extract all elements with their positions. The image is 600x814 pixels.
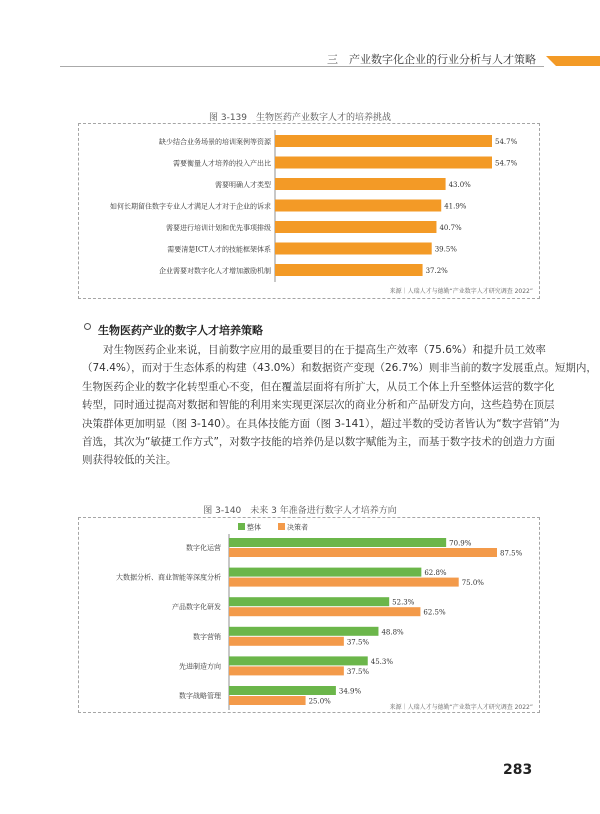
chart2-value-label: 37.5%: [346, 667, 370, 676]
chart1-category-label: 企业需要对数字化人才增加激励机制: [159, 267, 271, 275]
chart2-category-label: 数字化运营: [186, 544, 221, 552]
paragraph-line: 决策群体更加明显（图 3-140）。在具体技能方面（图 3-141），超过半数的受访者皆认为“数字营销”为: [82, 417, 560, 430]
chart2-value-label: 25.0%: [308, 697, 331, 706]
chart2-value-label: 87.5%: [500, 549, 523, 558]
chart1-category-label: 需要明确人才类型: [215, 181, 271, 189]
figure-139-source: 来源｜人瑞人才与德勤“产业数字人才研究调查 2022”: [389, 288, 533, 295]
figure-139-caption: 图 3-139 生物医药产业数字人才的培养挑战: [208, 113, 391, 123]
chart1-category-label: 如何长期留住数字专业人才满足人才对于企业的诉求: [110, 202, 271, 211]
chart1-category-label: 缺少结合业务场景的培训案例等资源: [159, 138, 271, 146]
chart1-value-label: 37.2%: [425, 267, 448, 275]
chart2-value-label: 62.8%: [424, 569, 447, 578]
chart1-category-label: 需要进行培训计划和优先事项排级: [166, 224, 271, 232]
chart2-value-label: 34.9%: [338, 687, 362, 696]
figure-140-source: 来源｜人瑞人才与德勤“产业数字人才研究调查 2022”: [389, 704, 533, 711]
chart2-value-label: 75.0%: [461, 579, 484, 588]
section-title: 生物医药产业的数字人才培养策略: [98, 324, 263, 337]
chart2-category-label: 先进制造方向: [179, 662, 221, 671]
chart2-bar-decision-maker: [229, 666, 344, 675]
chart2-bar-overall: [229, 627, 378, 636]
figure-140-frame: [78, 517, 540, 713]
chart2-bar-decision-maker: [229, 578, 459, 587]
page-number: 283: [503, 762, 533, 778]
figure-139-chart: [79, 124, 541, 300]
chart1-bar: [275, 157, 492, 169]
header-rule: [60, 66, 544, 67]
header-accent-tab: [546, 56, 600, 66]
chart2-legend-swatch: [238, 523, 245, 530]
body-paragraph: [82, 341, 597, 470]
chart2-bar-overall: [229, 686, 336, 695]
paragraph-line: （74.4%），而对于生态体系的构建（43.0%）和数据资产变现（26.7%）则非当前的数字发展重点。短期内，: [82, 362, 597, 375]
chart2-bar-overall: [229, 538, 446, 547]
chart1-bar: [275, 243, 432, 255]
chart2-bar-overall: [229, 656, 368, 665]
figure-140-caption: 图 3-140 未来 3 年准备进行数字人才培养方向: [203, 506, 397, 516]
chart2-bar-overall: [229, 568, 421, 577]
running-header: 三 产业数字化企业的行业分析与人才策略: [327, 53, 536, 66]
chart2-bar-decision-maker: [229, 637, 344, 646]
chart2-bar-decision-maker: [229, 696, 306, 705]
chart2-category-label: 数字战略管理: [179, 692, 221, 700]
chart2-value-label: 70.9%: [449, 539, 472, 548]
chart2-value-label: 48.8%: [381, 628, 404, 637]
chart1-value-label: 54.7%: [495, 159, 518, 168]
paragraph-line: 首选，其次为“敏捷工作方式”，对数字技能的培养仍是以数字赋能为主，而基于数字技术的创造力方面: [82, 435, 555, 448]
paragraph-line: 对生物医药企业来说，目前数字应用的最重要目的在于提高生产效率（75.6%）和提升员工效率: [103, 344, 546, 356]
chart2-legend-label: 决策者: [287, 523, 308, 532]
figure-139-frame: [78, 123, 540, 299]
chart1-bar: [275, 178, 446, 190]
chart2-value-label: 52.3%: [392, 598, 415, 607]
paragraph-line: 生物医药企业的数字化转型重心不变，但在覆盖层面将有所扩大，从员工个体上升至整体运营的数字化: [82, 380, 555, 393]
chart2-value-label: 45.3%: [370, 657, 393, 666]
chart1-value-label: 41.9%: [444, 202, 467, 211]
chart1-bar: [275, 200, 441, 212]
chart2-bar-decision-maker: [229, 607, 420, 616]
section-bullet-icon: [84, 323, 91, 330]
chart2-bar-overall: [229, 597, 389, 606]
chart2-category-label: 数字营销: [193, 632, 221, 641]
chart1-bar: [275, 264, 423, 276]
paragraph-line: 则获得较低的关注。: [82, 454, 177, 467]
chart1-bar: [275, 135, 492, 147]
chart1-value-label: 54.7%: [495, 138, 518, 146]
chart1-value-label: 43.0%: [448, 181, 471, 189]
chart2-legend-label: 整体: [247, 523, 261, 532]
chart2-value-label: 37.5%: [346, 638, 370, 647]
chart2-category-label: 产品数字化研发: [172, 603, 221, 612]
chart1-category-label: 需要衡量人才培养的投入产出比: [173, 159, 271, 168]
figure-140-chart: [79, 518, 541, 714]
chart2-bar-decision-maker: [229, 548, 497, 557]
paragraph-line: 转型，同时通过提高对数据和智能的利用来实现更深层次的商业分析和产品研发方向，这些趋势在顶层: [82, 399, 555, 412]
chart1-category-label: 需要清楚ICT人才的技能框架体系: [167, 245, 271, 254]
chart1-bar: [275, 221, 436, 233]
chart2-legend-swatch: [278, 523, 285, 530]
chart2-value-label: 62.5%: [423, 608, 446, 617]
chart1-value-label: 39.5%: [434, 245, 457, 254]
chart1-value-label: 40.7%: [439, 224, 462, 232]
chart2-category-label: 大数据分析、商业智能等深度分析: [116, 573, 221, 582]
